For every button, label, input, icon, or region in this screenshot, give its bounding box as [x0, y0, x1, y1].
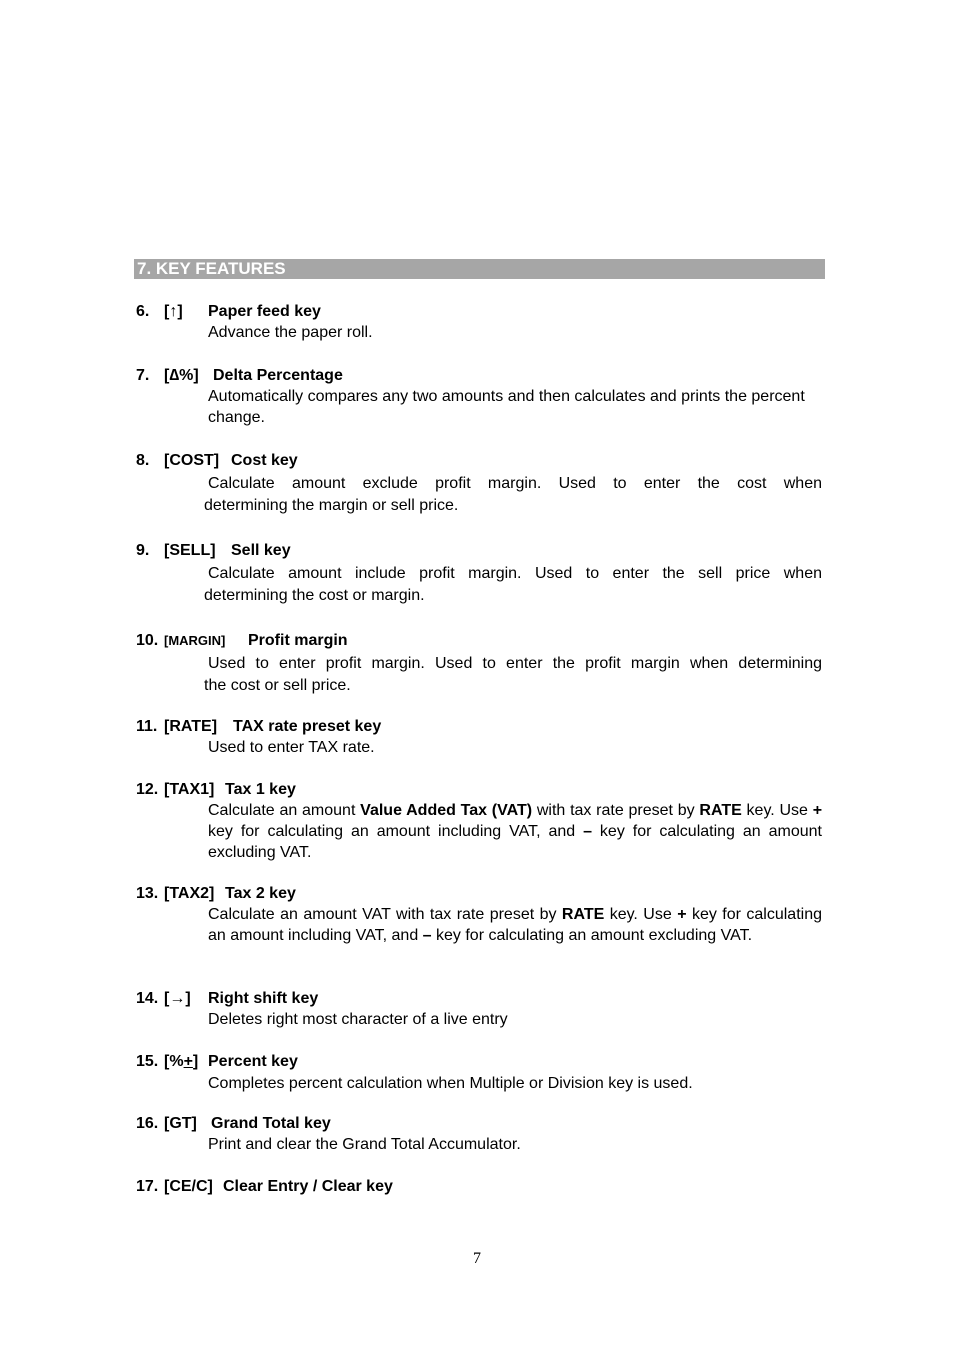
key-label-close: ] [192, 1053, 199, 1070]
desc-text: key. Use [741, 802, 813, 819]
feature-item-paper-feed [136, 301, 826, 343]
key-label: [TAX2] [164, 885, 215, 902]
key-name: TAX rate preset key [233, 718, 382, 735]
feature-description: Print and clear the Grand Total Accumulator. [208, 1136, 521, 1153]
item-number: 9. [136, 542, 150, 559]
feature-description [208, 800, 822, 863]
feature-item-tax-rate [136, 716, 826, 758]
key-name: Grand Total key [211, 1115, 331, 1132]
desc-text: key for calculating an amount including VAT, and [208, 823, 584, 840]
item-number: 15. [136, 1053, 159, 1070]
key-label: [COST] [164, 452, 220, 469]
feature-title [136, 630, 826, 651]
key-name: Clear Entry / Clear key [223, 1178, 393, 1195]
key-label [164, 1051, 208, 1072]
key-label: [MARGIN] [164, 633, 226, 648]
desc-bold: + [812, 802, 823, 819]
feature-item-delta-percentage [136, 365, 826, 428]
key-name: Profit margin [248, 632, 348, 649]
desc-bold: – [422, 927, 432, 944]
key-label-underlined: + [183, 1053, 193, 1070]
feature-description: Advance the paper roll. [208, 324, 373, 341]
feature-description: Completes percent calculation when Multiple or Division key is used. [208, 1075, 693, 1092]
key-name: Cost key [231, 452, 298, 469]
page-number: 7 [473, 1250, 481, 1267]
desc-bold: – [583, 823, 592, 840]
feature-description [204, 653, 822, 696]
key-label: [∆%] [164, 367, 199, 384]
feature-description: Automatically compares any two amounts and then calculates and prints the percent change. [208, 388, 805, 426]
key-name: Tax 1 key [225, 781, 296, 798]
feature-description [204, 473, 822, 516]
feature-title [136, 450, 826, 471]
feature-title [136, 301, 826, 322]
key-label: [↑] [164, 303, 183, 320]
description-line: the cost or sell price. [204, 677, 351, 694]
desc-text: key for calculating an amount including VAT, and [208, 906, 823, 944]
description-line: Calculate amount include profit margin. Used to enter the sell price when [208, 565, 822, 582]
item-number: 11. [136, 718, 158, 735]
feature-item-tax2 [136, 883, 826, 946]
item-number: 6. [136, 303, 150, 320]
feature-title [136, 716, 826, 737]
key-label: [RATE] [164, 718, 218, 735]
item-number: 10. [136, 632, 159, 649]
key-label: [TAX1] [164, 781, 215, 798]
feature-item-sell [136, 540, 826, 606]
key-label: [→] [164, 990, 191, 1007]
section-header: 7. KEY FEATURES [134, 259, 825, 279]
key-name: Tax 2 key [225, 885, 296, 902]
feature-description [208, 904, 822, 946]
item-number: 12. [136, 781, 159, 798]
desc-bold: RATE [561, 906, 605, 923]
desc-bold: RATE [699, 802, 742, 819]
item-number: 17. [136, 1178, 159, 1195]
item-number: 13. [136, 885, 159, 902]
feature-title [136, 1051, 826, 1072]
desc-bold: Value Added Tax (VAT) [360, 802, 533, 819]
feature-description [204, 563, 822, 606]
feature-item-grand-total [136, 1113, 826, 1155]
description-line: determining the margin or sell price. [204, 497, 459, 514]
item-number: 16. [136, 1115, 159, 1132]
key-label: [GT] [164, 1115, 197, 1132]
item-number: 8. [136, 452, 150, 469]
feature-title [136, 540, 826, 561]
key-label-open: [% [164, 1053, 184, 1070]
feature-title [136, 883, 826, 904]
desc-text: key. Use [604, 906, 678, 923]
item-number: 7. [136, 367, 150, 384]
feature-item-clear-entry [136, 1176, 826, 1197]
key-name: Paper feed key [208, 303, 321, 320]
key-label: [CE/C] [164, 1178, 213, 1195]
feature-title [136, 1176, 826, 1197]
feature-item-percent [136, 1051, 826, 1094]
feature-item-right-shift [136, 988, 826, 1030]
description-line: Calculate amount exclude profit margin. Used to enter the cost when [208, 475, 822, 492]
desc-text: Calculate an amount [208, 802, 361, 819]
desc-text: key for calculating an amount excluding VAT. [431, 927, 753, 944]
feature-title [136, 779, 826, 800]
feature-title [136, 1113, 826, 1134]
feature-title [136, 365, 826, 386]
key-label: [SELL] [164, 542, 216, 559]
desc-text: with tax rate preset by [532, 802, 700, 819]
feature-item-profit-margin [136, 630, 826, 696]
desc-text: key for calculating an amount excluding VAT. [208, 823, 822, 861]
desc-text: Calculate an amount VAT with tax rate preset by [208, 906, 562, 923]
desc-bold: + [677, 906, 687, 923]
key-name: Delta Percentage [213, 367, 343, 384]
feature-item-tax1 [136, 779, 826, 863]
feature-description: Deletes right most character of a live entry [208, 1011, 508, 1028]
feature-title [136, 988, 826, 1009]
feature-item-cost [136, 450, 826, 516]
description-line: Used to enter profit margin. Used to enter the profit margin when determining [208, 655, 822, 672]
item-number: 14. [136, 990, 159, 1007]
key-name: Percent key [208, 1053, 298, 1070]
key-name: Right shift key [208, 990, 319, 1007]
description-line: determining the cost or margin. [204, 587, 425, 604]
key-name: Sell key [231, 542, 291, 559]
feature-description: Used to enter TAX rate. [208, 739, 375, 756]
